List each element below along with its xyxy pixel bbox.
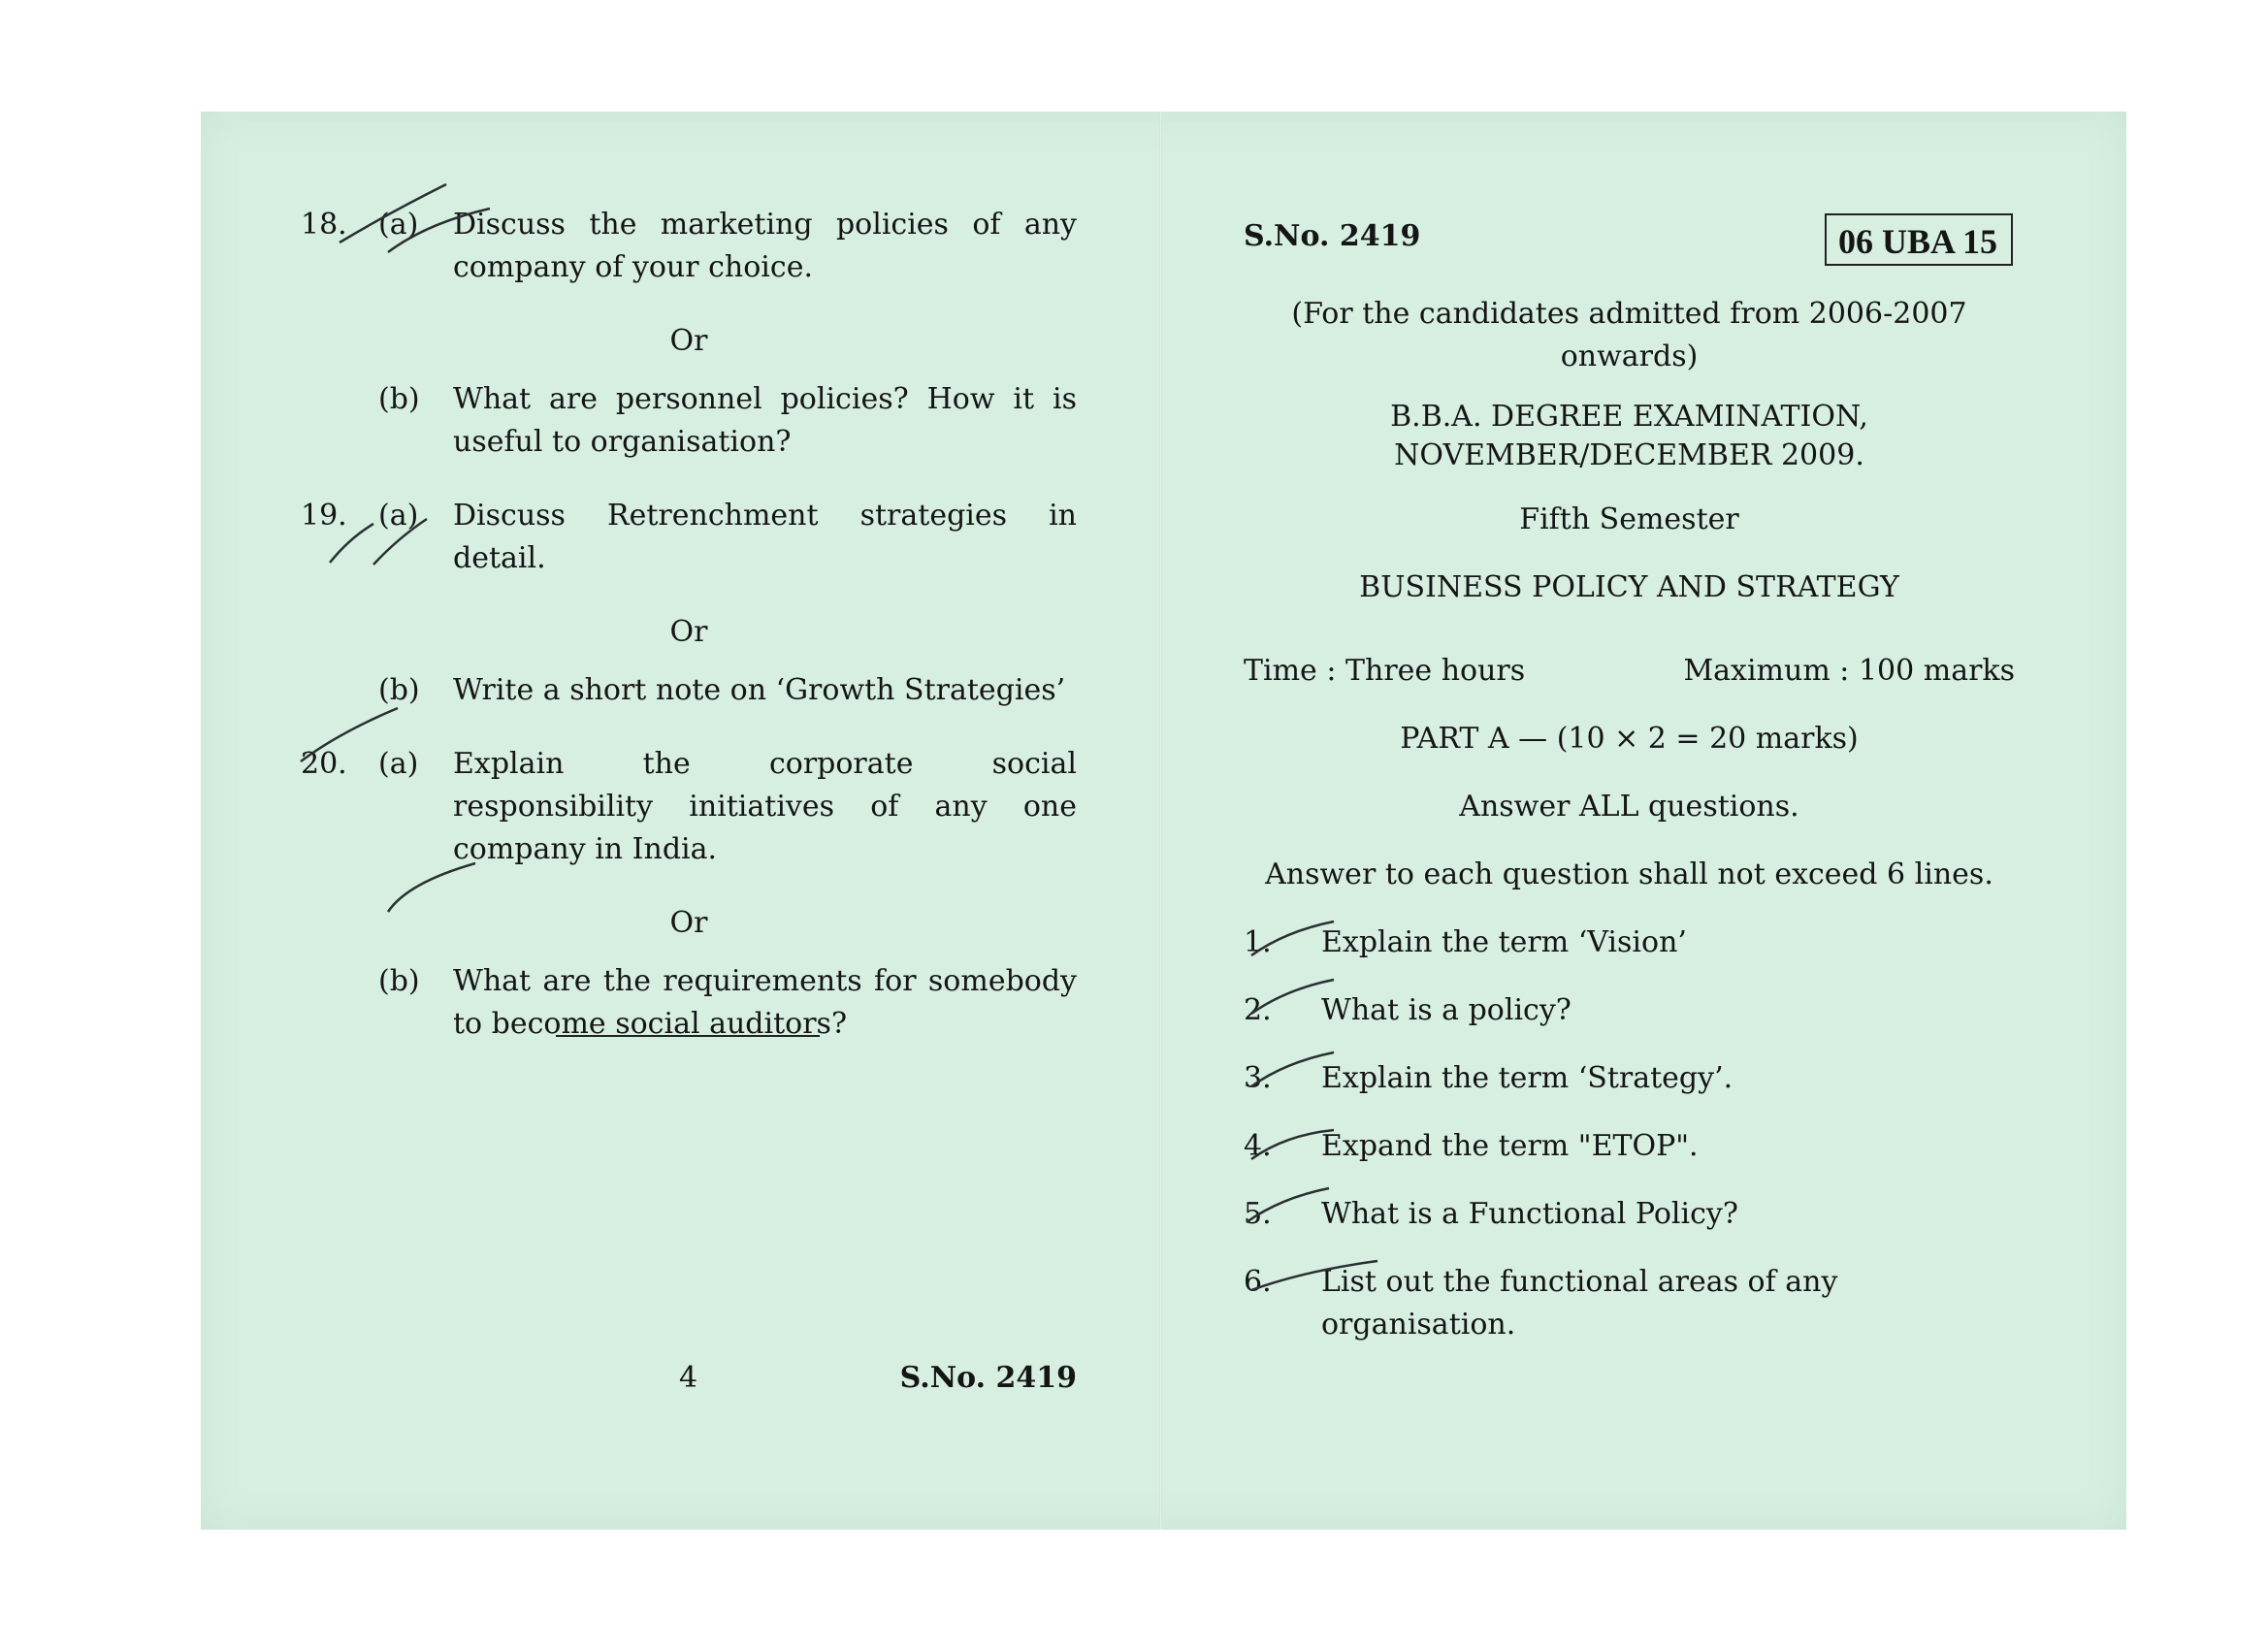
- question-text: What are the requirements for somebody to become social auditors?: [453, 964, 1077, 1041]
- serial-number: S.No. 2419: [1244, 219, 1421, 253]
- question-number: 4.: [1244, 1129, 1272, 1163]
- question-text: What is a policy?: [1321, 993, 1571, 1027]
- question-number: 2.: [1244, 993, 1272, 1027]
- short-question: [1244, 989, 2015, 1032]
- question-number: 3.: [1244, 1061, 1272, 1095]
- question-number: 19.: [301, 499, 347, 533]
- end-of-paper-rule: [556, 1035, 820, 1037]
- subject-title: BUSINESS POLICY AND STRATEGY: [1359, 570, 1899, 604]
- question-text: Explain the term ‘Vision’: [1321, 925, 1687, 959]
- paper-code-box: 06 UBA 15: [1825, 213, 2013, 266]
- short-question: [1244, 922, 2015, 964]
- time-and-marks: [1244, 650, 2015, 693]
- question-text: What is a Functional Policy?: [1321, 1197, 1738, 1231]
- part-heading: PART A — (10 × 2 = 20 marks): [1400, 722, 1859, 756]
- question-text: Write a short note on ‘Growth Strategies’: [453, 673, 1066, 707]
- question-part-label: (a): [378, 499, 419, 533]
- question-20: [301, 743, 1077, 871]
- question-number: 5.: [1244, 1197, 1272, 1231]
- page-number: 4: [679, 1361, 698, 1395]
- right-page: [1244, 204, 2015, 1342]
- question-text: Expand the term "ETOP".: [1321, 1129, 1699, 1163]
- question-part-label: (a): [378, 208, 419, 242]
- exam-title-line-2: NOVEMBER/DECEMBER 2009.: [1394, 438, 1864, 472]
- maximum-marks: Maximum : 100 marks: [1683, 654, 2015, 688]
- exam-title-line-1: B.B.A. DEGREE EXAMINATION,: [1390, 400, 1868, 434]
- left-page: [301, 204, 1077, 1046]
- short-question: [1244, 1125, 2015, 1168]
- question-text: What are personnel policies? How it is useful to organisation?: [453, 382, 1077, 459]
- question-part-label: (b): [378, 964, 420, 998]
- time-allowed: Time : Three hours: [1244, 654, 1526, 688]
- instruction: Answer ALL questions.: [1459, 790, 1799, 824]
- question-18: [301, 204, 1077, 289]
- right-page-header: [1244, 204, 2015, 262]
- serial-number: S.No. 2419: [899, 1361, 1077, 1395]
- question-part-label: (a): [378, 747, 419, 781]
- page-fold: [1159, 112, 1162, 1530]
- question-19: [301, 495, 1077, 580]
- question-number: 20.: [301, 747, 347, 781]
- question-text: Explain the corporate social responsibility initiatives of any one company in India.: [453, 747, 1077, 866]
- admission-note: (For the candidates admitted from 2006-2007 onwards): [1291, 297, 1967, 373]
- question-number: 6.: [1244, 1265, 1272, 1299]
- question-number: 1.: [1244, 925, 1272, 959]
- question-text: Explain the term ‘Strategy’.: [1321, 1061, 1733, 1095]
- question-19b: [301, 669, 1077, 712]
- question-part-label: (b): [378, 673, 420, 707]
- question-number: 18.: [301, 208, 347, 242]
- question-part-label: (b): [378, 382, 420, 416]
- short-question: [1244, 1261, 2015, 1342]
- or-separator: Or: [669, 906, 708, 940]
- or-separator: Or: [669, 324, 708, 358]
- semester: Fifth Semester: [1519, 502, 1739, 536]
- short-question: [1244, 1193, 2015, 1236]
- short-question: [1244, 1057, 2015, 1100]
- instruction: Answer to each question shall not exceed 6 lines.: [1265, 857, 1993, 891]
- question-18b: [301, 378, 1077, 464]
- or-separator: Or: [669, 615, 708, 649]
- question-text: Discuss Retrenchment strategies in detail.: [453, 499, 1077, 575]
- question-20b: [301, 960, 1077, 1046]
- question-text: Discuss the marketing policies of any company of your choice.: [453, 208, 1077, 284]
- question-text: List out the functional areas of any organisation.: [1321, 1265, 1838, 1342]
